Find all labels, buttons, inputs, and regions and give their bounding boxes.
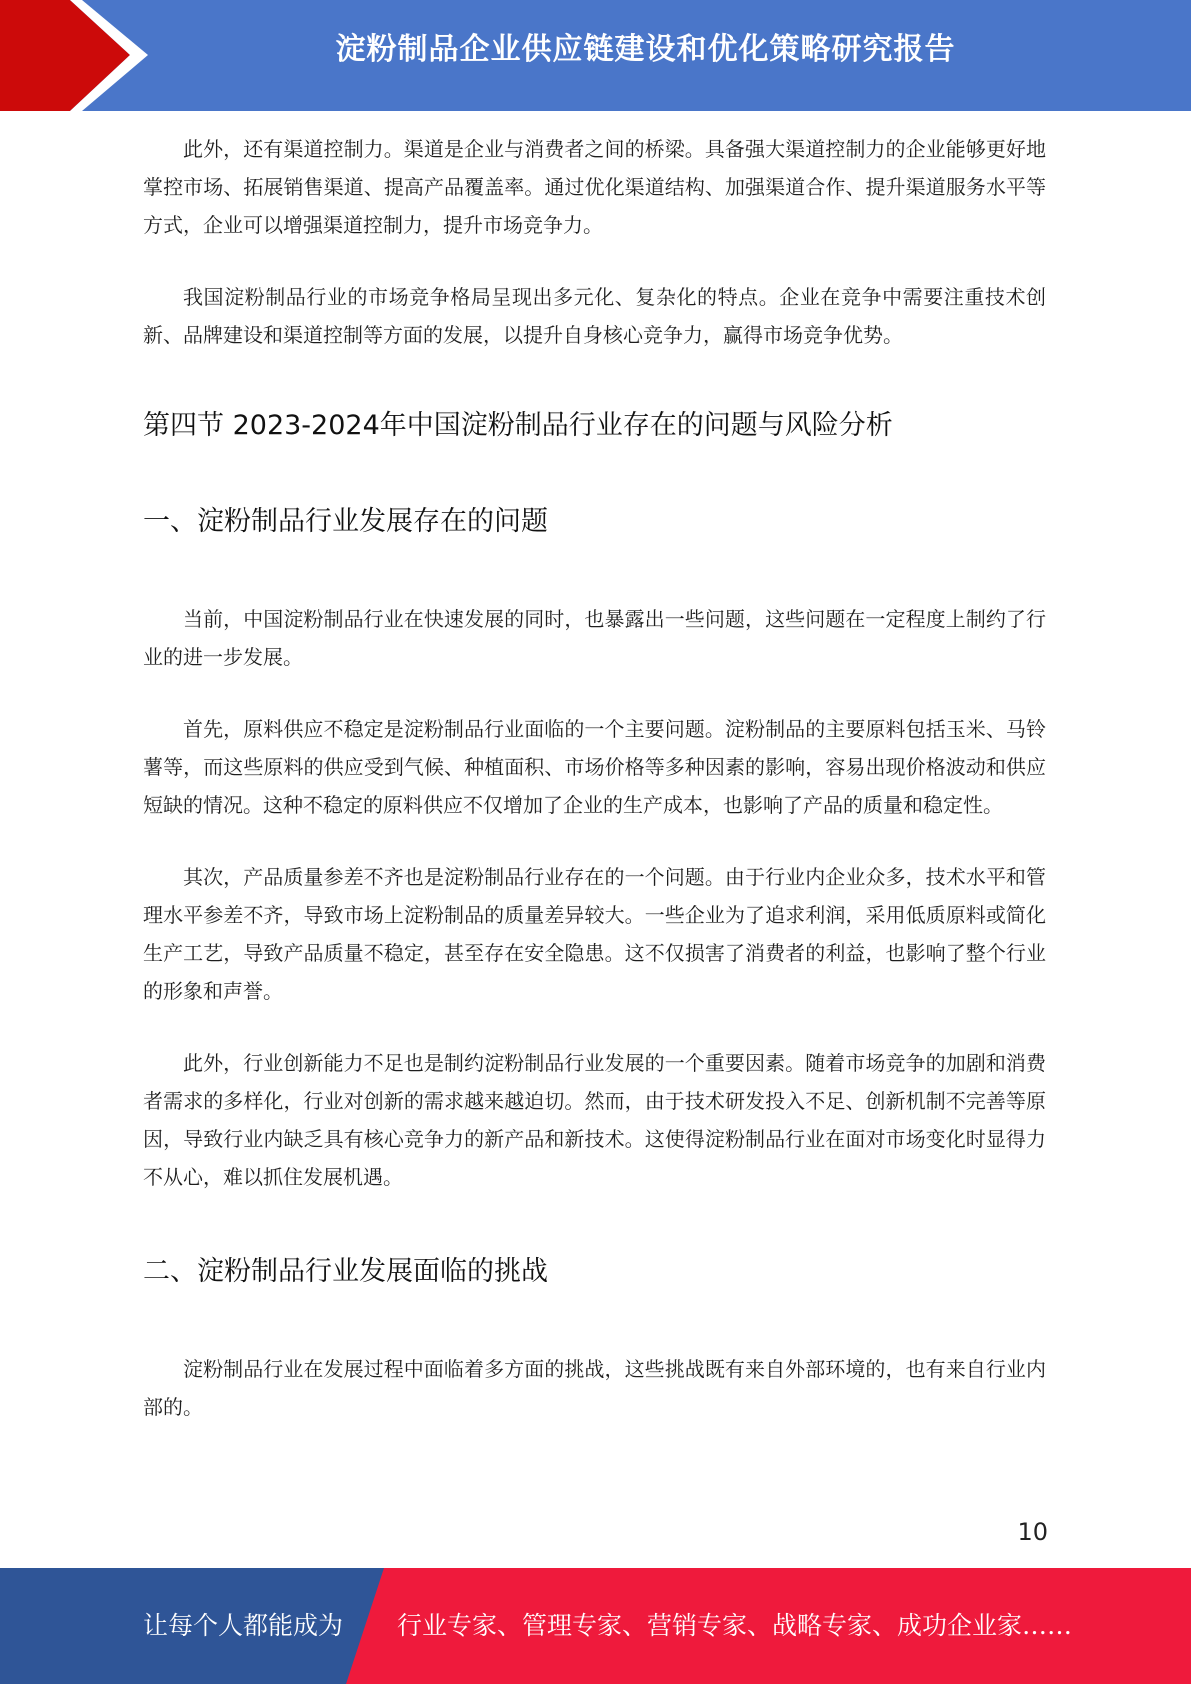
page-header: [0, 0, 1191, 111]
header-chevron-decoration: [0, 0, 160, 111]
paragraph-raw-material: 首先，原料供应不稳定是淀粉制品行业面临的一个主要问题。淀粉制品的主要原料包括玉米、马铃薯等，而这些原料的供应受到气候、种植面积、市场价格等多种因素的影响，容易出现价格波动和供应短缺的情况。这种不稳定的原料供应不仅增加了企业的生产成本，也影响了产品的质量和稳定性。: [143, 717, 1046, 817]
paragraph-challenges-intro: 淀粉制品行业在发展过程中面临着多方面的挑战，这些挑战既有来自外部环境的，也有来自行业内部的。: [143, 1357, 1046, 1419]
footer-slogan-left: 让每个人都能成为: [143, 1611, 344, 1640]
document-body: [143, 130, 1046, 1426]
paragraph-current-issues: 当前，中国淀粉制品行业在快速发展的同时，也暴露出一些问题，这些问题在一定程度上制约了行业的进一步发展。: [143, 607, 1046, 669]
section-title: 第四节 2023-2024年中国淀粉制品行业存在的问题与风险分析: [143, 410, 893, 441]
paragraph-innovation: 此外，行业创新能力不足也是制约淀粉制品行业发展的一个重要因素。随着市场竞争的加剧和消费者需求的多样化，行业对创新的需求越来越迫切。然而，由于技术研发投入不足、创新机制不完善等原因，导致行业内缺乏具有核心竞争力的新产品和新技术。这使得淀粉制品行业在面对市场变化时显得力不从心，难以抓住发展机遇。: [143, 1051, 1046, 1189]
paragraph-competition-pattern: 我国淀粉制品行业的市场竞争格局呈现出多元化、复杂化的特点。企业在竞争中需要注重技术创新、品牌建设和渠道控制等方面的发展，以提升自身核心竞争力，赢得市场竞争优势。: [143, 285, 1046, 347]
page-footer: [0, 1568, 1191, 1684]
subheading-problems: 一、淀粉制品行业发展存在的问题: [143, 506, 548, 537]
footer-slogan-right: 行业专家、管理专家、营销专家、战略专家、成功企业家……: [397, 1611, 1073, 1640]
page-number: 10: [1017, 1518, 1048, 1546]
subheading-challenges: 二、淀粉制品行业发展面临的挑战: [143, 1256, 548, 1287]
paragraph-product-quality: 其次，产品质量参差不齐也是淀粉制品行业存在的一个问题。由于行业内企业众多，技术水平和管理水平参差不齐，导致市场上淀粉制品的质量差异较大。一些企业为了追求利润，采用低质原料或简化生产工艺，导致产品质量不稳定，甚至存在安全隐患。这不仅损害了消费者的利益，也影响了整个行业的形象和声誉。: [143, 865, 1046, 1003]
paragraph-channel-control: 此外，还有渠道控制力。渠道是企业与消费者之间的桥梁。具备强大渠道控制力的企业能够更好地掌控市场、拓展销售渠道、提高产品覆盖率。通过优化渠道结构、加强渠道合作、提升渠道服务水平等方式，企业可以增强渠道控制力，提升市场竞争力。: [143, 137, 1046, 237]
report-title: 淀粉制品企业供应链建设和优化策略研究报告: [335, 32, 956, 67]
